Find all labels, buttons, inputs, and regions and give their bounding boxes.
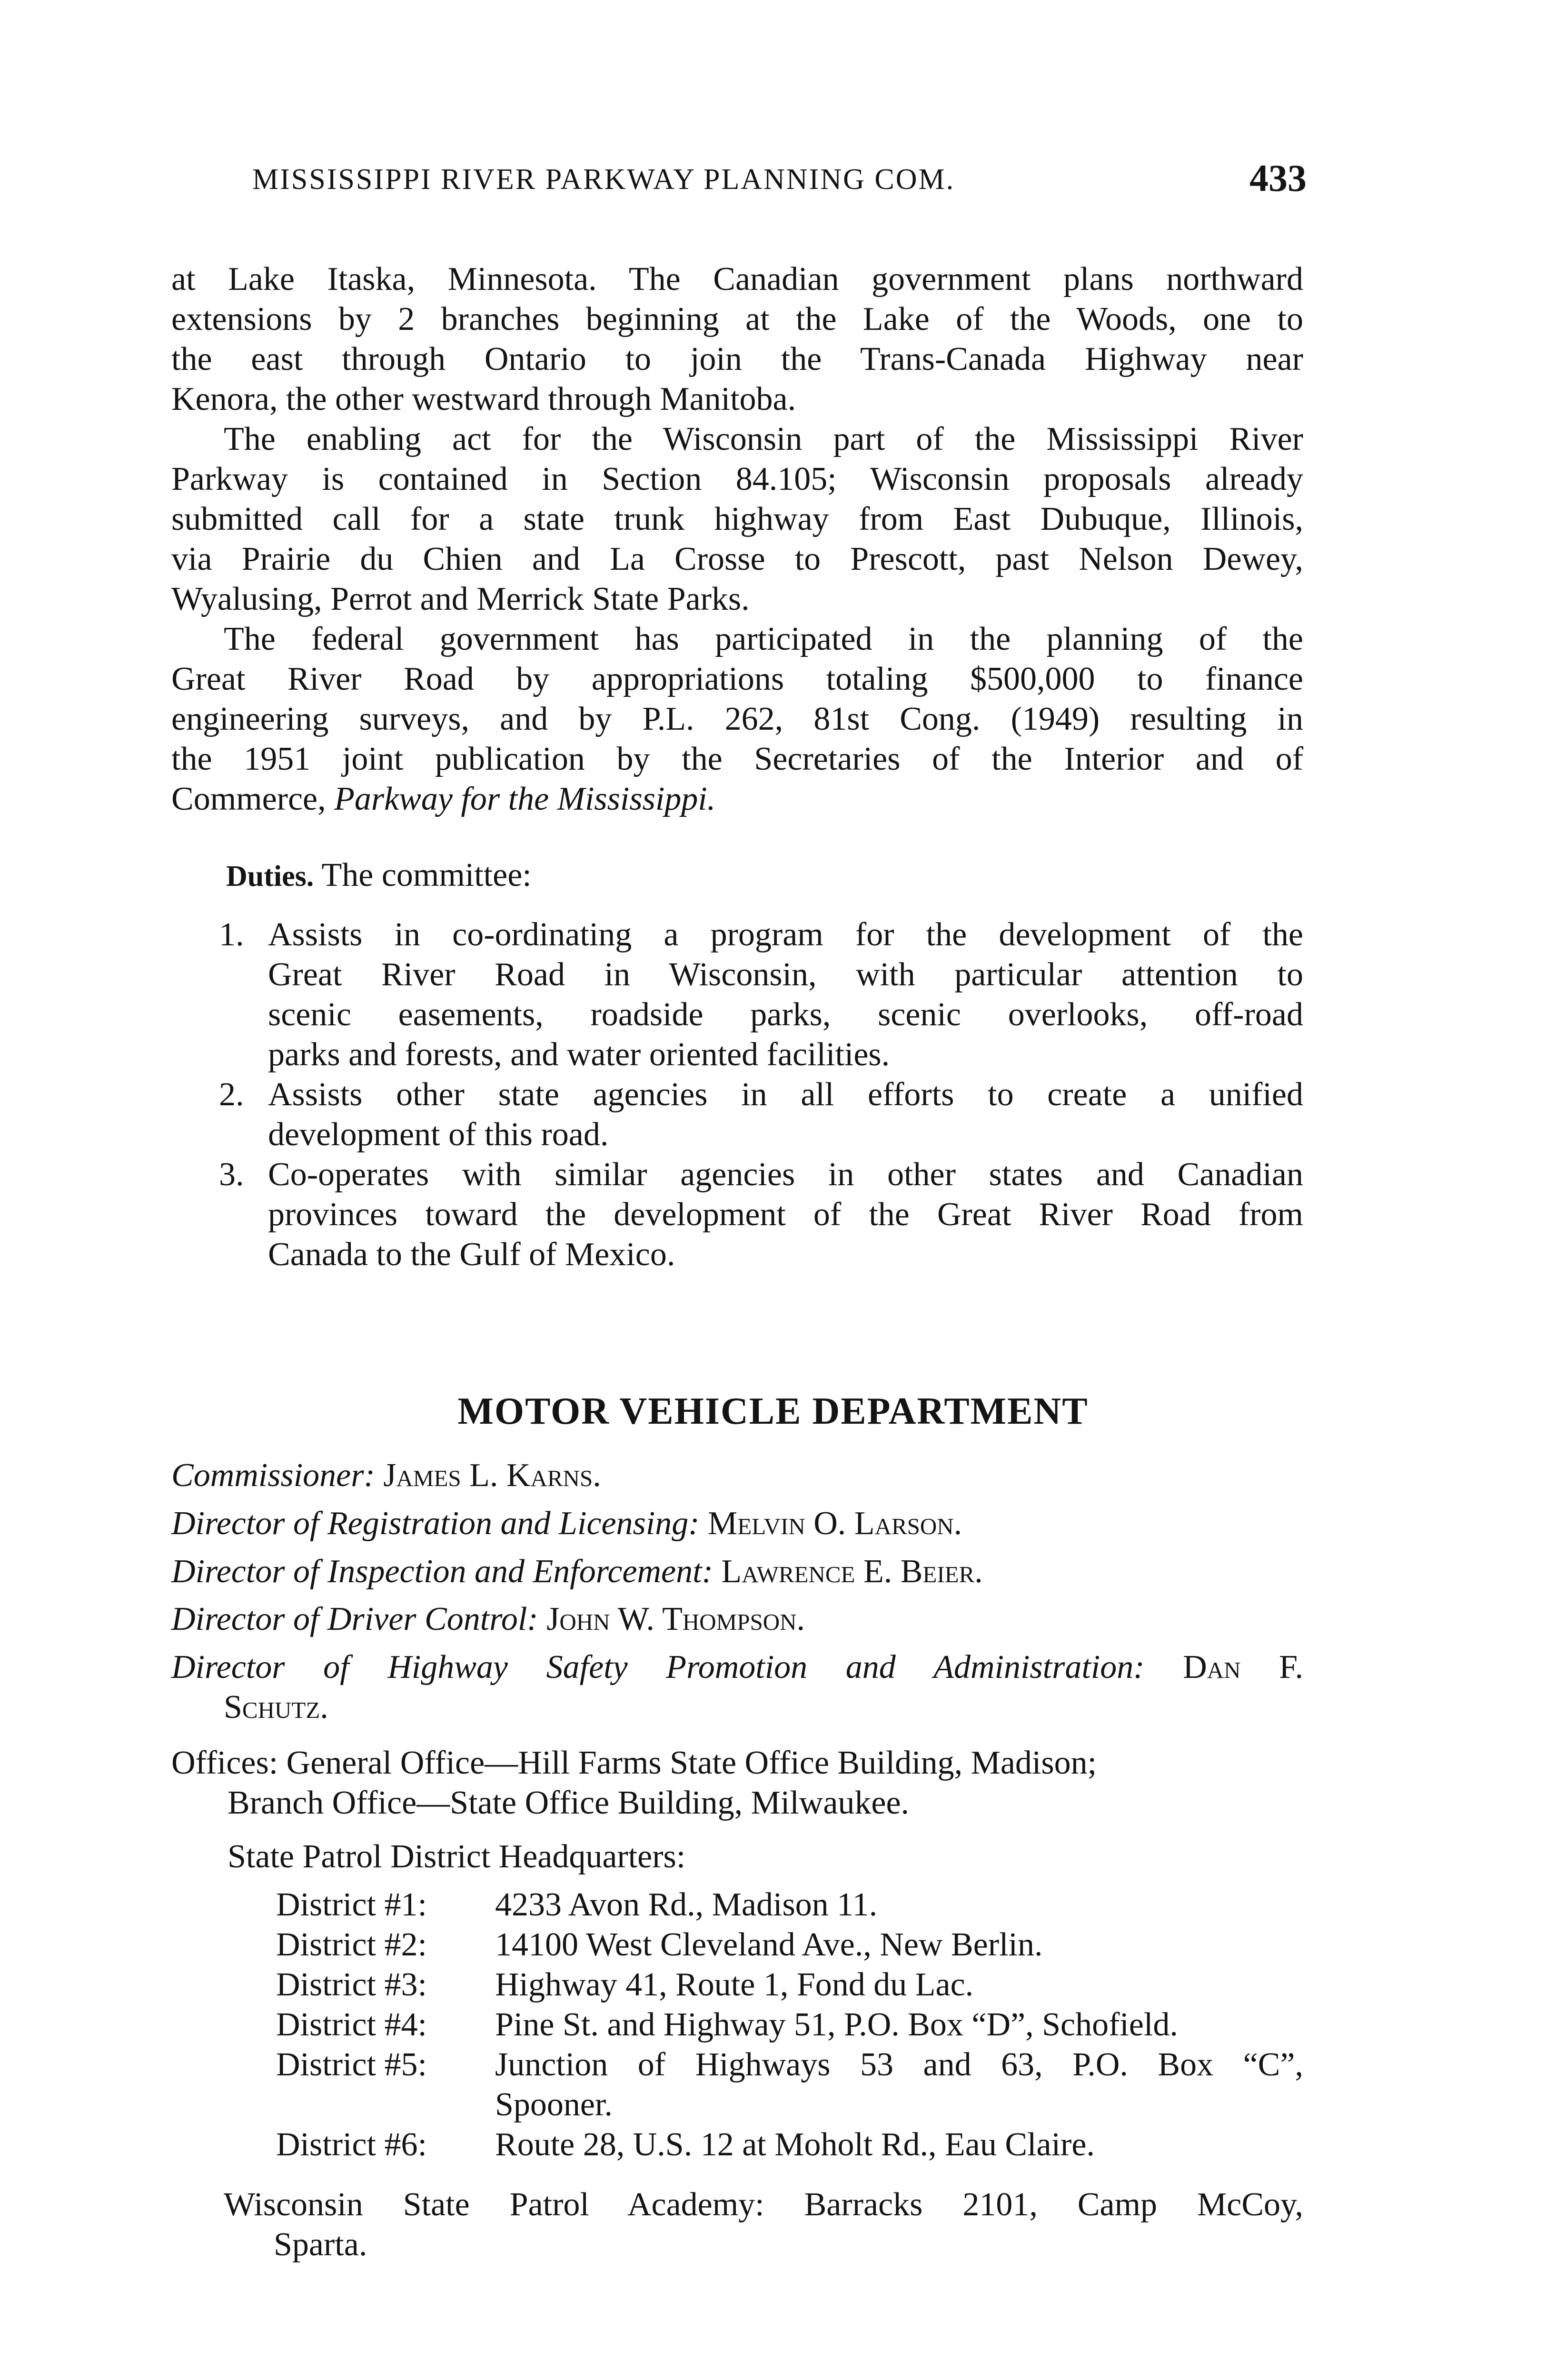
district-row [276, 2125, 1304, 2165]
district-row [276, 1885, 1304, 1925]
text-line: the east through Ontario to join the Trans-Canada Highway near [171, 341, 1303, 377]
text-line: development of this road. [268, 1116, 609, 1153]
text-line: the 1951 joint publication by the Secretaries of the Interior and of [171, 741, 1303, 777]
federal-paragraph [171, 619, 1303, 819]
list-number: 2. [219, 1076, 244, 1113]
text-line [171, 1647, 1303, 1687]
text-line: Parkway is contained in Section 84.105; Wisconsin proposals already [171, 461, 1303, 497]
list-number: 1. [219, 916, 244, 953]
official-name: Melvin O. Larson. [708, 1505, 962, 1542]
district-row [276, 1965, 1304, 2005]
text-line: Canada to the Gulf of Mexico. [268, 1236, 675, 1273]
text-line: Wisconsin State Patrol Academy: Barracks 2101, Camp McCoy, [224, 2186, 1303, 2223]
district-address: 14100 West Cleveland Ave., New Berlin. [495, 1926, 1043, 1963]
text-line: Spooner. [495, 2086, 613, 2123]
text-line: The enabling act for the Wisconsin part of the Mississippi River [224, 421, 1303, 457]
official-name: James L. Karns. [383, 1457, 601, 1494]
text-line: Co-operates with similar agencies in other states and Canadian [268, 1156, 1303, 1193]
wisconsin-paragraph [171, 419, 1303, 619]
district-label: District #5: [276, 2046, 427, 2083]
list-item-text [268, 1075, 1303, 1155]
official-role: Commissioner: [171, 1457, 375, 1494]
text-line: The federal government has participated in the planning of the [224, 621, 1303, 657]
district-label: District #4: [276, 2006, 427, 2043]
district-row [276, 2005, 1304, 2045]
text-line: Offices: General Office—Hill Farms State Office Building, Madison; [171, 1745, 1097, 1781]
list-item-text [268, 1155, 1303, 1275]
offices-block [171, 1743, 1303, 1823]
running-header-title: MISSISSIPPI RIVER PARKWAY PLANNING COM. [252, 163, 955, 196]
district-row [276, 1925, 1304, 1965]
text-line: scenic easements, roadside parks, scenic overlooks, off-road [268, 996, 1303, 1033]
page-number: 433 [1249, 158, 1307, 199]
district-row [276, 2045, 1304, 2125]
text-line: Sparta. [274, 2226, 367, 2263]
text-span: Commerce, [171, 781, 335, 817]
official-name: Lawrence E. Beier. [721, 1553, 983, 1590]
district-label: District #1: [276, 1886, 427, 1923]
list-number: 3. [219, 1156, 244, 1193]
text-line: provinces toward the development of the Great River Road from [268, 1196, 1303, 1233]
official-name: John W. Thompson. [546, 1601, 805, 1637]
official-role: Director of Highway Safety Promotion and Administration: [171, 1649, 1145, 1686]
official-line [171, 1552, 983, 1592]
official-role: Director of Driver Control: [171, 1601, 538, 1637]
district-list [276, 1885, 1304, 2171]
text-line: at Lake Itaska, Minnesota. The Canadian government plans northward [171, 261, 1303, 298]
district-label: District #3: [276, 1966, 427, 2003]
district-address: 4233 Avon Rd., Madison 11. [495, 1886, 878, 1923]
official-line [171, 1647, 1303, 1727]
official-line [171, 1504, 962, 1544]
text-line: Great River Road by appropriations totaling $500,000 to finance [171, 661, 1303, 697]
official-role: Director of Inspection and Enforcement: [171, 1553, 713, 1590]
academy-block [224, 2185, 1303, 2265]
text-line: Branch Office—State Office Building, Milwaukee. [228, 1785, 910, 1821]
district-address: Route 28, U.S. 12 at Moholt Rd., Eau Claire. [495, 2126, 1095, 2163]
official-role: Director of Registration and Licensing: [171, 1505, 700, 1542]
intro-paragraph [171, 259, 1303, 419]
district-address: Pine St. and Highway 51, P.O. Box “D”, Schofield. [495, 2006, 1178, 2043]
text-line: Assists in co-ordinating a program for the development of the [268, 916, 1303, 953]
official-line [171, 1599, 805, 1639]
official-name: Dan F. [1183, 1649, 1304, 1686]
district-address: Highway 41, Route 1, Fond du Lac. [495, 1966, 974, 2003]
text-line: Kenora, the other westward through Manitoba. [171, 381, 796, 417]
text-line: Assists other state agencies in all efforts to create a unified [268, 1076, 1303, 1113]
text-line: Junction of Highways 53 and 63, P.O. Box “C”, [495, 2046, 1303, 2083]
text-line: Wyalusing, Perrot and Merrick State Parks. [171, 581, 750, 617]
duties-label: Duties. [226, 860, 314, 892]
patrol-heading: State Patrol District Headquarters: [228, 1838, 686, 1875]
district-label: District #6: [276, 2126, 427, 2163]
text-line: submitted call for a state trunk highway from East Dubuque, Illinois, [171, 501, 1303, 537]
official-name-continued: Schutz. [224, 1689, 328, 1726]
duties-item [219, 1155, 1303, 1279]
publication-title: Parkway for the Mississippi. [334, 781, 716, 817]
duties-heading [226, 855, 532, 896]
district-address [495, 2045, 1303, 2125]
district-label: District #2: [276, 1926, 427, 1963]
department-title: MOTOR VEHICLE DEPARTMENT [457, 1390, 1089, 1432]
duties-item [219, 1075, 1303, 1160]
duties-intro: The committee: [321, 857, 532, 893]
text-line: via Prairie du Chien and La Crosse to Prescott, past Nelson Dewey, [171, 541, 1303, 577]
text-line: parks and forests, and water oriented facilities. [268, 1036, 890, 1073]
list-item-text [268, 915, 1303, 1075]
text-line: extensions by 2 branches beginning at the Lake of the Woods, one to [171, 301, 1303, 337]
text-line: engineering surveys, and by P.L. 262, 81st Cong. (1949) resulting in [171, 701, 1303, 737]
text-line [171, 779, 1303, 819]
text-line: Great River Road in Wisconsin, with particular attention to [268, 956, 1303, 993]
official-line [171, 1456, 601, 1496]
